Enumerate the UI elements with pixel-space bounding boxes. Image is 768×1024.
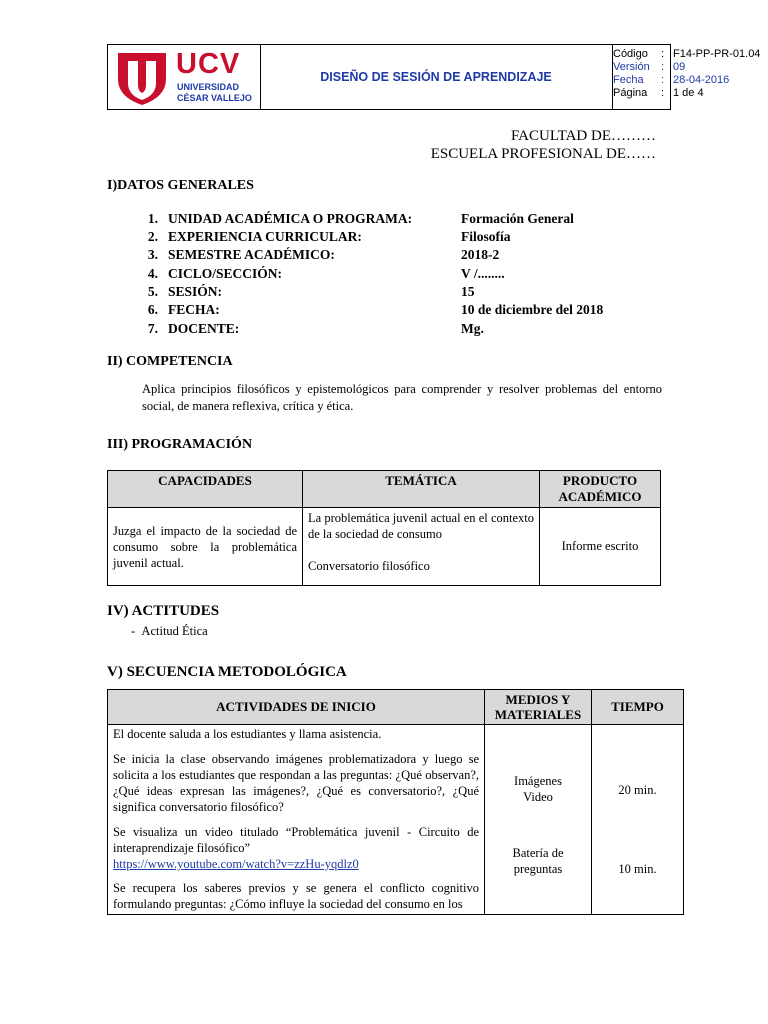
tematica-line1: La problemática juvenil actual en el contexto de la sociedad de consumo	[308, 511, 534, 541]
secuencia-header-row	[108, 690, 684, 725]
school-line: ESCUELA PROFESIONAL DE……	[430, 146, 656, 162]
faculty-block	[380, 127, 656, 163]
datos-generales-list: 1. UNIDAD ACADÉMICA O PROGRAMA: Formación General 2. EXPERIENCIA CURRICULAR: Filosofía 3. SEMESTRE ACADÉMICO: 2018-2 4. CICLO/SECCIÓN: V /........ 5. SESIÓN: 15 6. FECHA: 10 de diciembre del 2018 7. DOCENTE: Mg.	[147, 211, 604, 336]
programacion-row	[108, 508, 661, 586]
logo-wordmark: UCV	[176, 48, 241, 80]
competencia-text: Aplica principios filosóficos y epistemológicos para comprender y resolver problemas del entorno social, de manera reflexiva, crítica y ética.	[142, 382, 662, 413]
meta-pagina: Página : 1 de 4	[613, 87, 704, 99]
tematica-cell	[303, 508, 540, 586]
video-link[interactable]: https://www.youtube.com/watch?v=zzHu-yqdlz0	[113, 857, 359, 871]
tiempo-saberes: 10 min.	[618, 862, 657, 876]
document-meta	[613, 48, 768, 100]
logo-sub1: UNIVERSIDAD	[177, 82, 240, 92]
faculty-line: FACULTAD DE………	[510, 128, 656, 144]
col-capacidades: CAPACIDADES	[108, 471, 303, 508]
meta-codigo: Código : F14-PP-PR-01.04	[613, 48, 761, 60]
document-header	[107, 44, 761, 110]
section-actitudes-heading: IV) ACTITUDES	[107, 603, 220, 619]
actividad-imagenes: Se inicia la clase observando imágenes problematizadora y luego se solicita a los estudiantes que respondan a las preguntas: ¿Qué observan?, ¿Qué ideas expresan las imágenes?, ¿Qué es conversatorio?, ¿Qué significa conversatorio filosófico?	[113, 752, 479, 814]
meta-fecha: Fecha : 28-04-2016	[613, 74, 730, 86]
producto-cell: Informe escrito	[540, 508, 661, 586]
programacion-header-row	[108, 471, 661, 508]
actividades-cell	[108, 725, 485, 915]
document-title: DISEÑO DE SESIÓN DE APRENDIZAJE	[260, 45, 613, 109]
medios-imagenes-video: Imágenes Video	[514, 774, 562, 804]
tiempo-inicio: 20 min.	[618, 783, 657, 797]
actividad-saberes: Se recupera los saberes previos y se genera el conflicto cognitivo formulando preguntas: ¿Cómo influye la sociedad del consumo en los	[113, 881, 479, 911]
col-producto: PRODUCTO ACADÉMICO	[540, 471, 661, 508]
medios-cell	[485, 725, 592, 915]
section-secuencia-heading: V) SECUENCIA METODOLÓGICA	[107, 664, 347, 680]
secuencia-row	[108, 725, 684, 915]
col-tematica: TEMÁTICA	[303, 471, 540, 508]
programacion-table	[107, 470, 661, 586]
tematica-line2: Conversatorio filosófico	[308, 559, 430, 573]
medios-bateria: Batería de preguntas	[512, 846, 564, 876]
col-actividades: ACTIVIDADES DE INICIO	[108, 690, 485, 725]
ucv-logo	[108, 45, 261, 109]
actividad-saludo: El docente saluda a los estudiantes y llama asistencia.	[113, 727, 382, 741]
actitud-item: - Actitud Ética	[131, 624, 208, 638]
secuencia-table	[107, 689, 684, 915]
meta-version: Versión : 09	[613, 61, 686, 73]
actividad-video: Se visualiza un video titulado “Problemática juvenil - Circuito de interaprendizaje filosófico”	[113, 825, 479, 855]
capacidad-cell: Juzga el impacto de la sociedad de consumo sobre la problemática juvenil actual.	[108, 508, 303, 586]
logo-sub2: CÉSAR VALLEJO	[177, 93, 252, 103]
section-competencia-heading: II) COMPETENCIA	[107, 354, 233, 369]
col-medios: MEDIOS Y MATERIALES	[485, 690, 592, 725]
section-datos-heading: I)DATOS GENERALES	[107, 178, 254, 193]
section-programacion-heading: III) PROGRAMACIÓN	[107, 437, 253, 452]
col-tiempo: TIEMPO	[592, 690, 684, 725]
tiempo-cell	[592, 725, 684, 915]
